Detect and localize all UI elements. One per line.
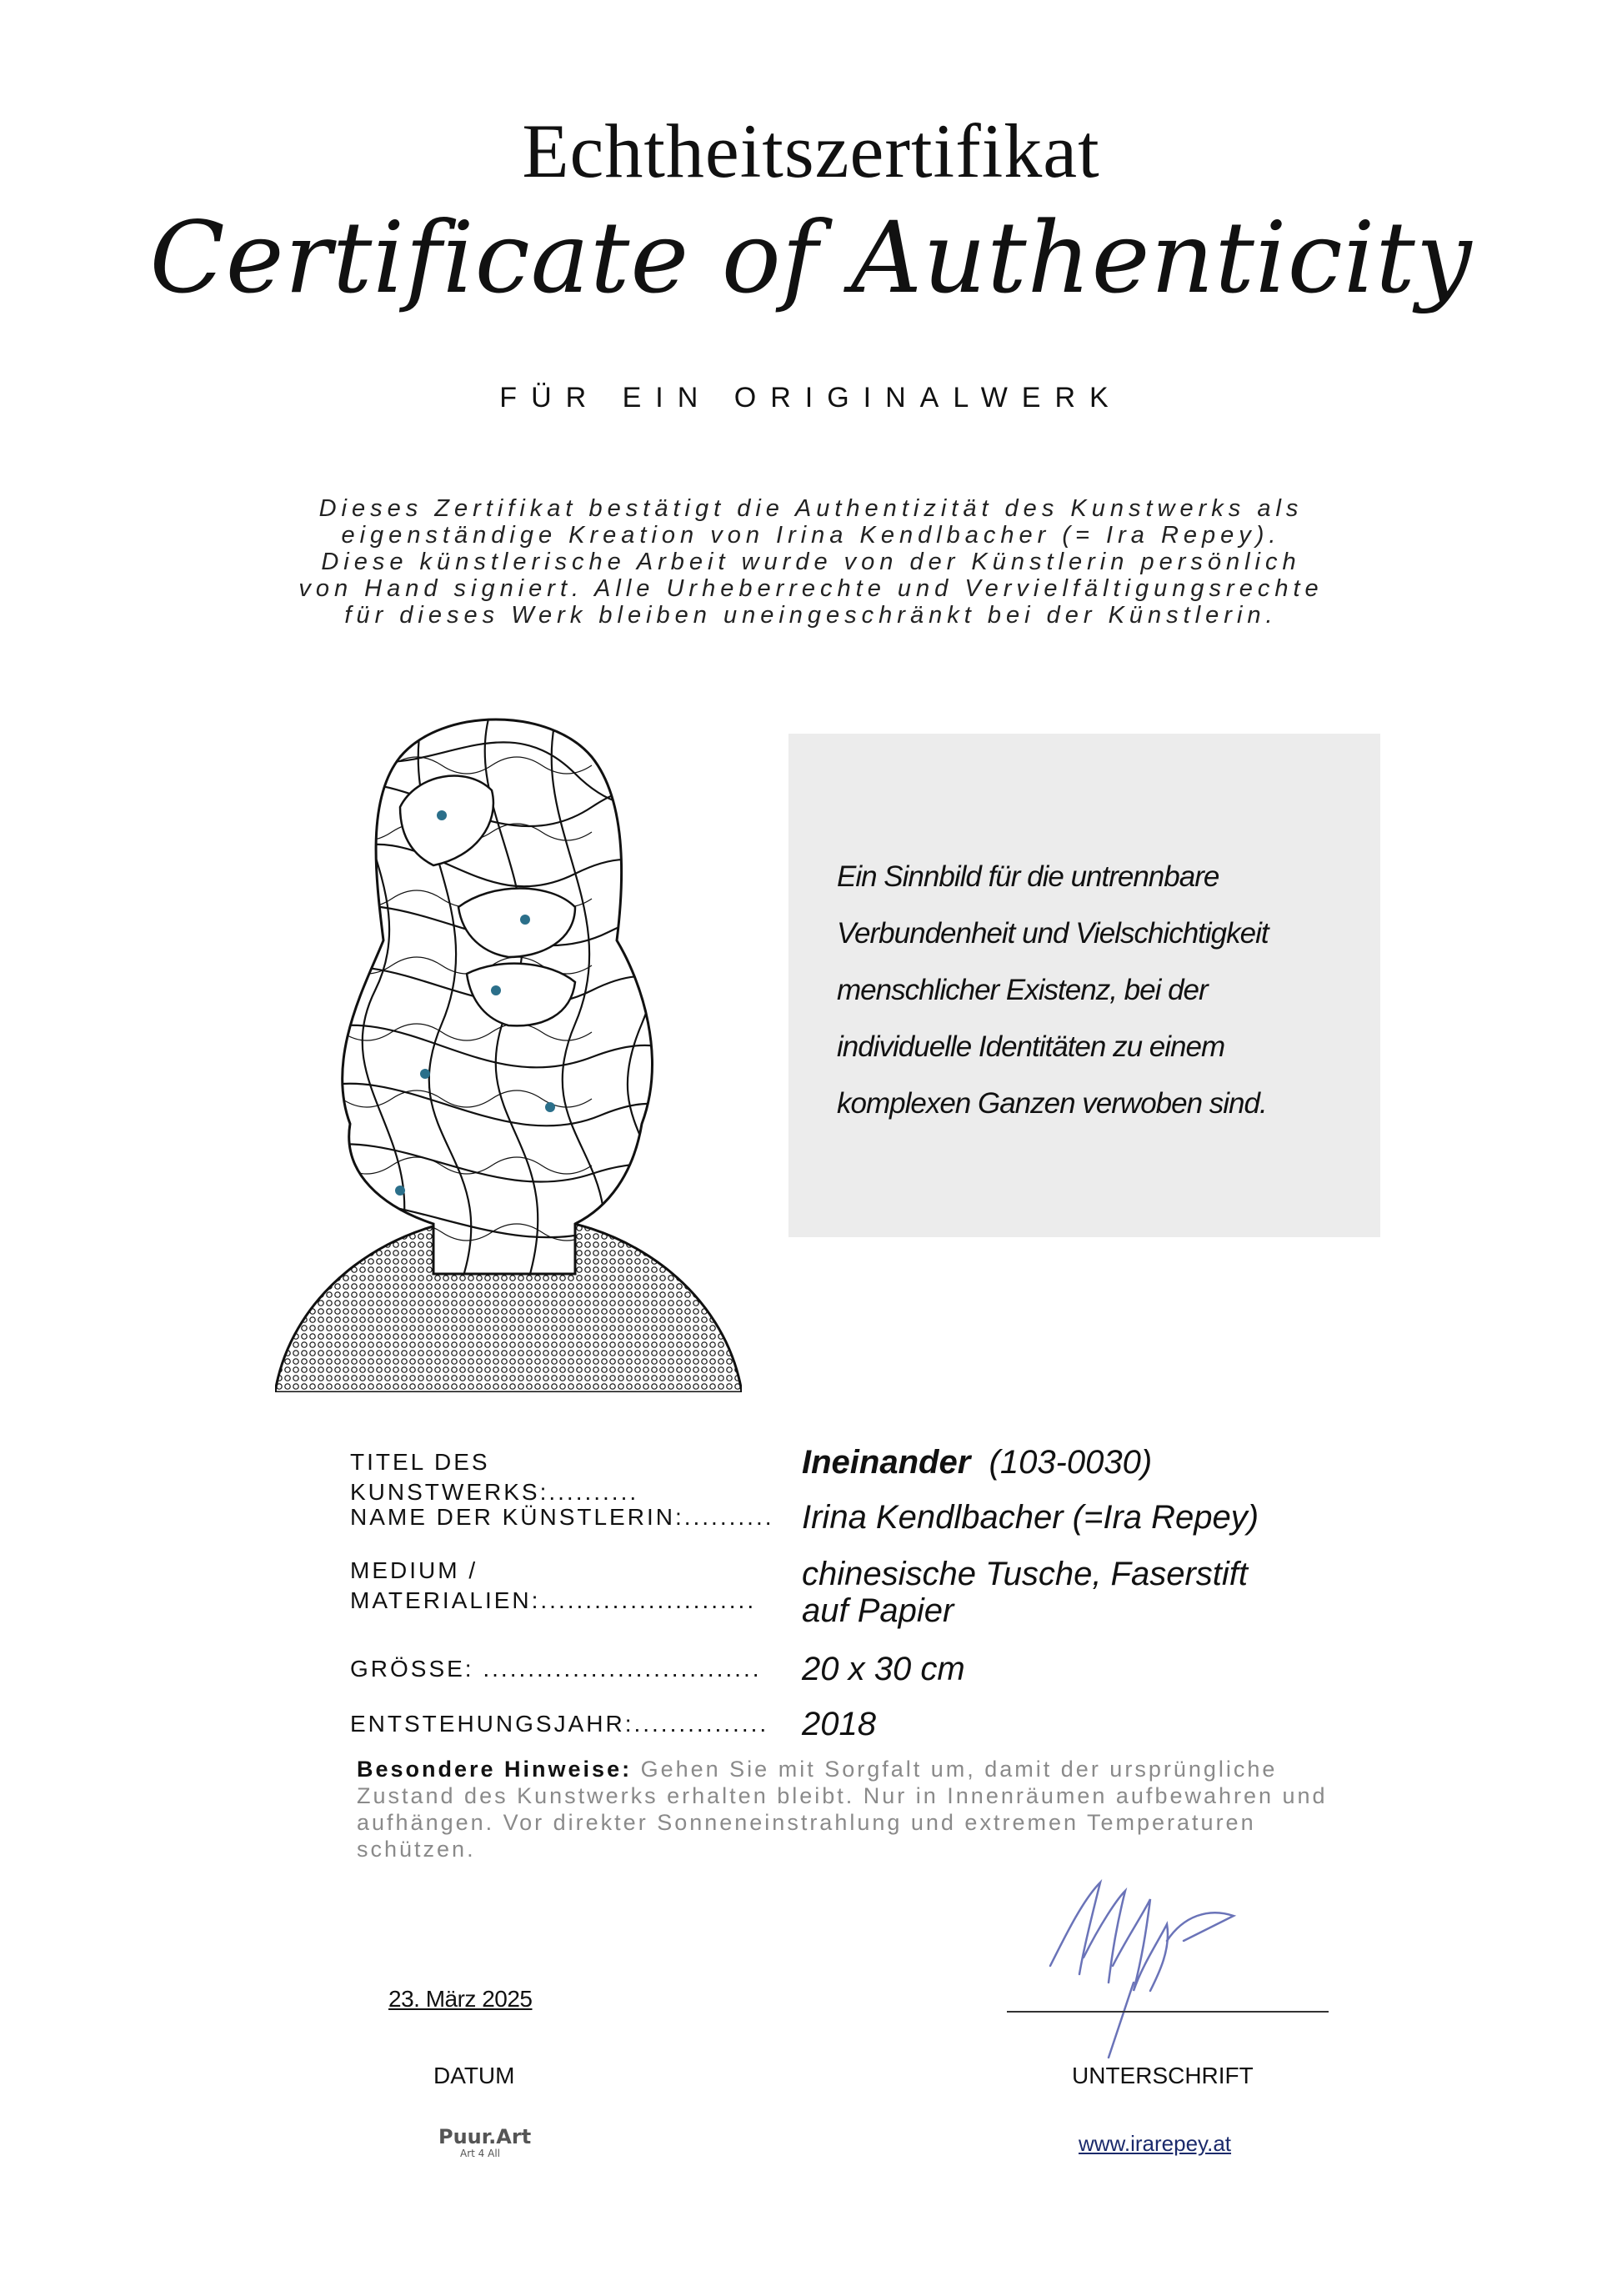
medium-label — [350, 1556, 777, 1616]
medium-label-line: MEDIUM / — [350, 1557, 478, 1583]
quote-box — [788, 734, 1380, 1237]
website-link[interactable]: www.irarepey.at — [1079, 2131, 1232, 2156]
title-value — [802, 1444, 1385, 1481]
signature-label: UNTERSCHRIFT — [1072, 2063, 1254, 2088]
title-label: TITEL DES KUNSTWERKS:.......... — [350, 1449, 639, 1505]
intro-paragraph — [267, 495, 1355, 629]
logo-main: Puur.Art — [438, 2125, 532, 2148]
date-label: DATUM — [433, 2063, 515, 2088]
signature-line — [1007, 2011, 1329, 2013]
quote-line: Ein Sinnbild für die untrennbare — [837, 860, 1219, 893]
artist-label: NAME DER KÜNSTLERIN:.......... — [350, 1504, 774, 1530]
quote-line: Verbundenheit und Vielschichtigkeit — [837, 917, 1269, 950]
artwork-code: (103-0030) — [989, 1444, 1153, 1481]
intro-line: eigenständige Kreation von Irina Kendlbacher (= Ira Repey). — [341, 522, 1281, 549]
intro-line: von Hand signiert. Alle Urheberrechte und Vervielfältigungsrechte — [298, 575, 1324, 602]
quote-line: individuelle Identitäten zu einem — [837, 1030, 1225, 1063]
medium-value-line: auf Papier — [802, 1592, 954, 1629]
artwork-title: Ineinander — [802, 1444, 971, 1481]
size-value: 20 x 30 cm — [802, 1651, 965, 1687]
certificate-title-de: Echtheitszertifikat — [522, 108, 1100, 193]
quote-text — [837, 849, 1362, 1132]
medium-value — [802, 1556, 1385, 1629]
intro-line: Dieses Zertifikat bestätigt die Authentizität des Kunstwerks als — [318, 495, 1304, 522]
logo-sub: Art 4 All — [460, 2148, 500, 2159]
certificate-subtitle: FÜR EIN ORIGINALWERK — [499, 382, 1123, 414]
medium-value-line: chinesische Tusche, Faserstift — [802, 1556, 1249, 1592]
notes-text: Gehen Sie mit Sorgfalt um, damit der ursprüngliche Zustand des Kunstwerks erhalten bleibt. Nur in Innenräumen aufbewahren und aufhängen. Vor direkter Sonneneinstrahlung und extremen Temperaturen schützen. — [357, 1757, 1328, 1862]
special-notes — [357, 1756, 1357, 1862]
year-label: ENTSTEHUNGSJAHR:............... — [350, 1711, 769, 1737]
intro-line: Diese künstlerische Arbeit wurde von der Künstlerin persönlich — [321, 549, 1301, 575]
medium-label-line: MATERIALIEN:........................ — [350, 1587, 757, 1613]
intro-line: für dieses Werk bleiben uneingeschränkt bei der Künstlerin. — [344, 602, 1278, 629]
signature-icon — [1034, 1866, 1267, 2066]
quote-line: komplexen Ganzen verwoben sind. — [837, 1087, 1267, 1120]
artwork-image — [275, 707, 742, 1392]
artist-value: Irina Kendlbacher (=Ira Repey) — [802, 1499, 1259, 1536]
date-value: 23. März 2025 — [388, 1986, 533, 2012]
year-value: 2018 — [802, 1706, 876, 1742]
certificate-title-en: Certificate of Authenticity — [149, 200, 1473, 315]
notes-label: Besondere Hinweise: — [357, 1757, 633, 1782]
puur-art-logo-icon — [438, 2125, 532, 2176]
quote-line: menschlicher Existenz, bei der — [837, 974, 1208, 1006]
size-label: GRÖSSE: ............................... — [350, 1656, 762, 1682]
